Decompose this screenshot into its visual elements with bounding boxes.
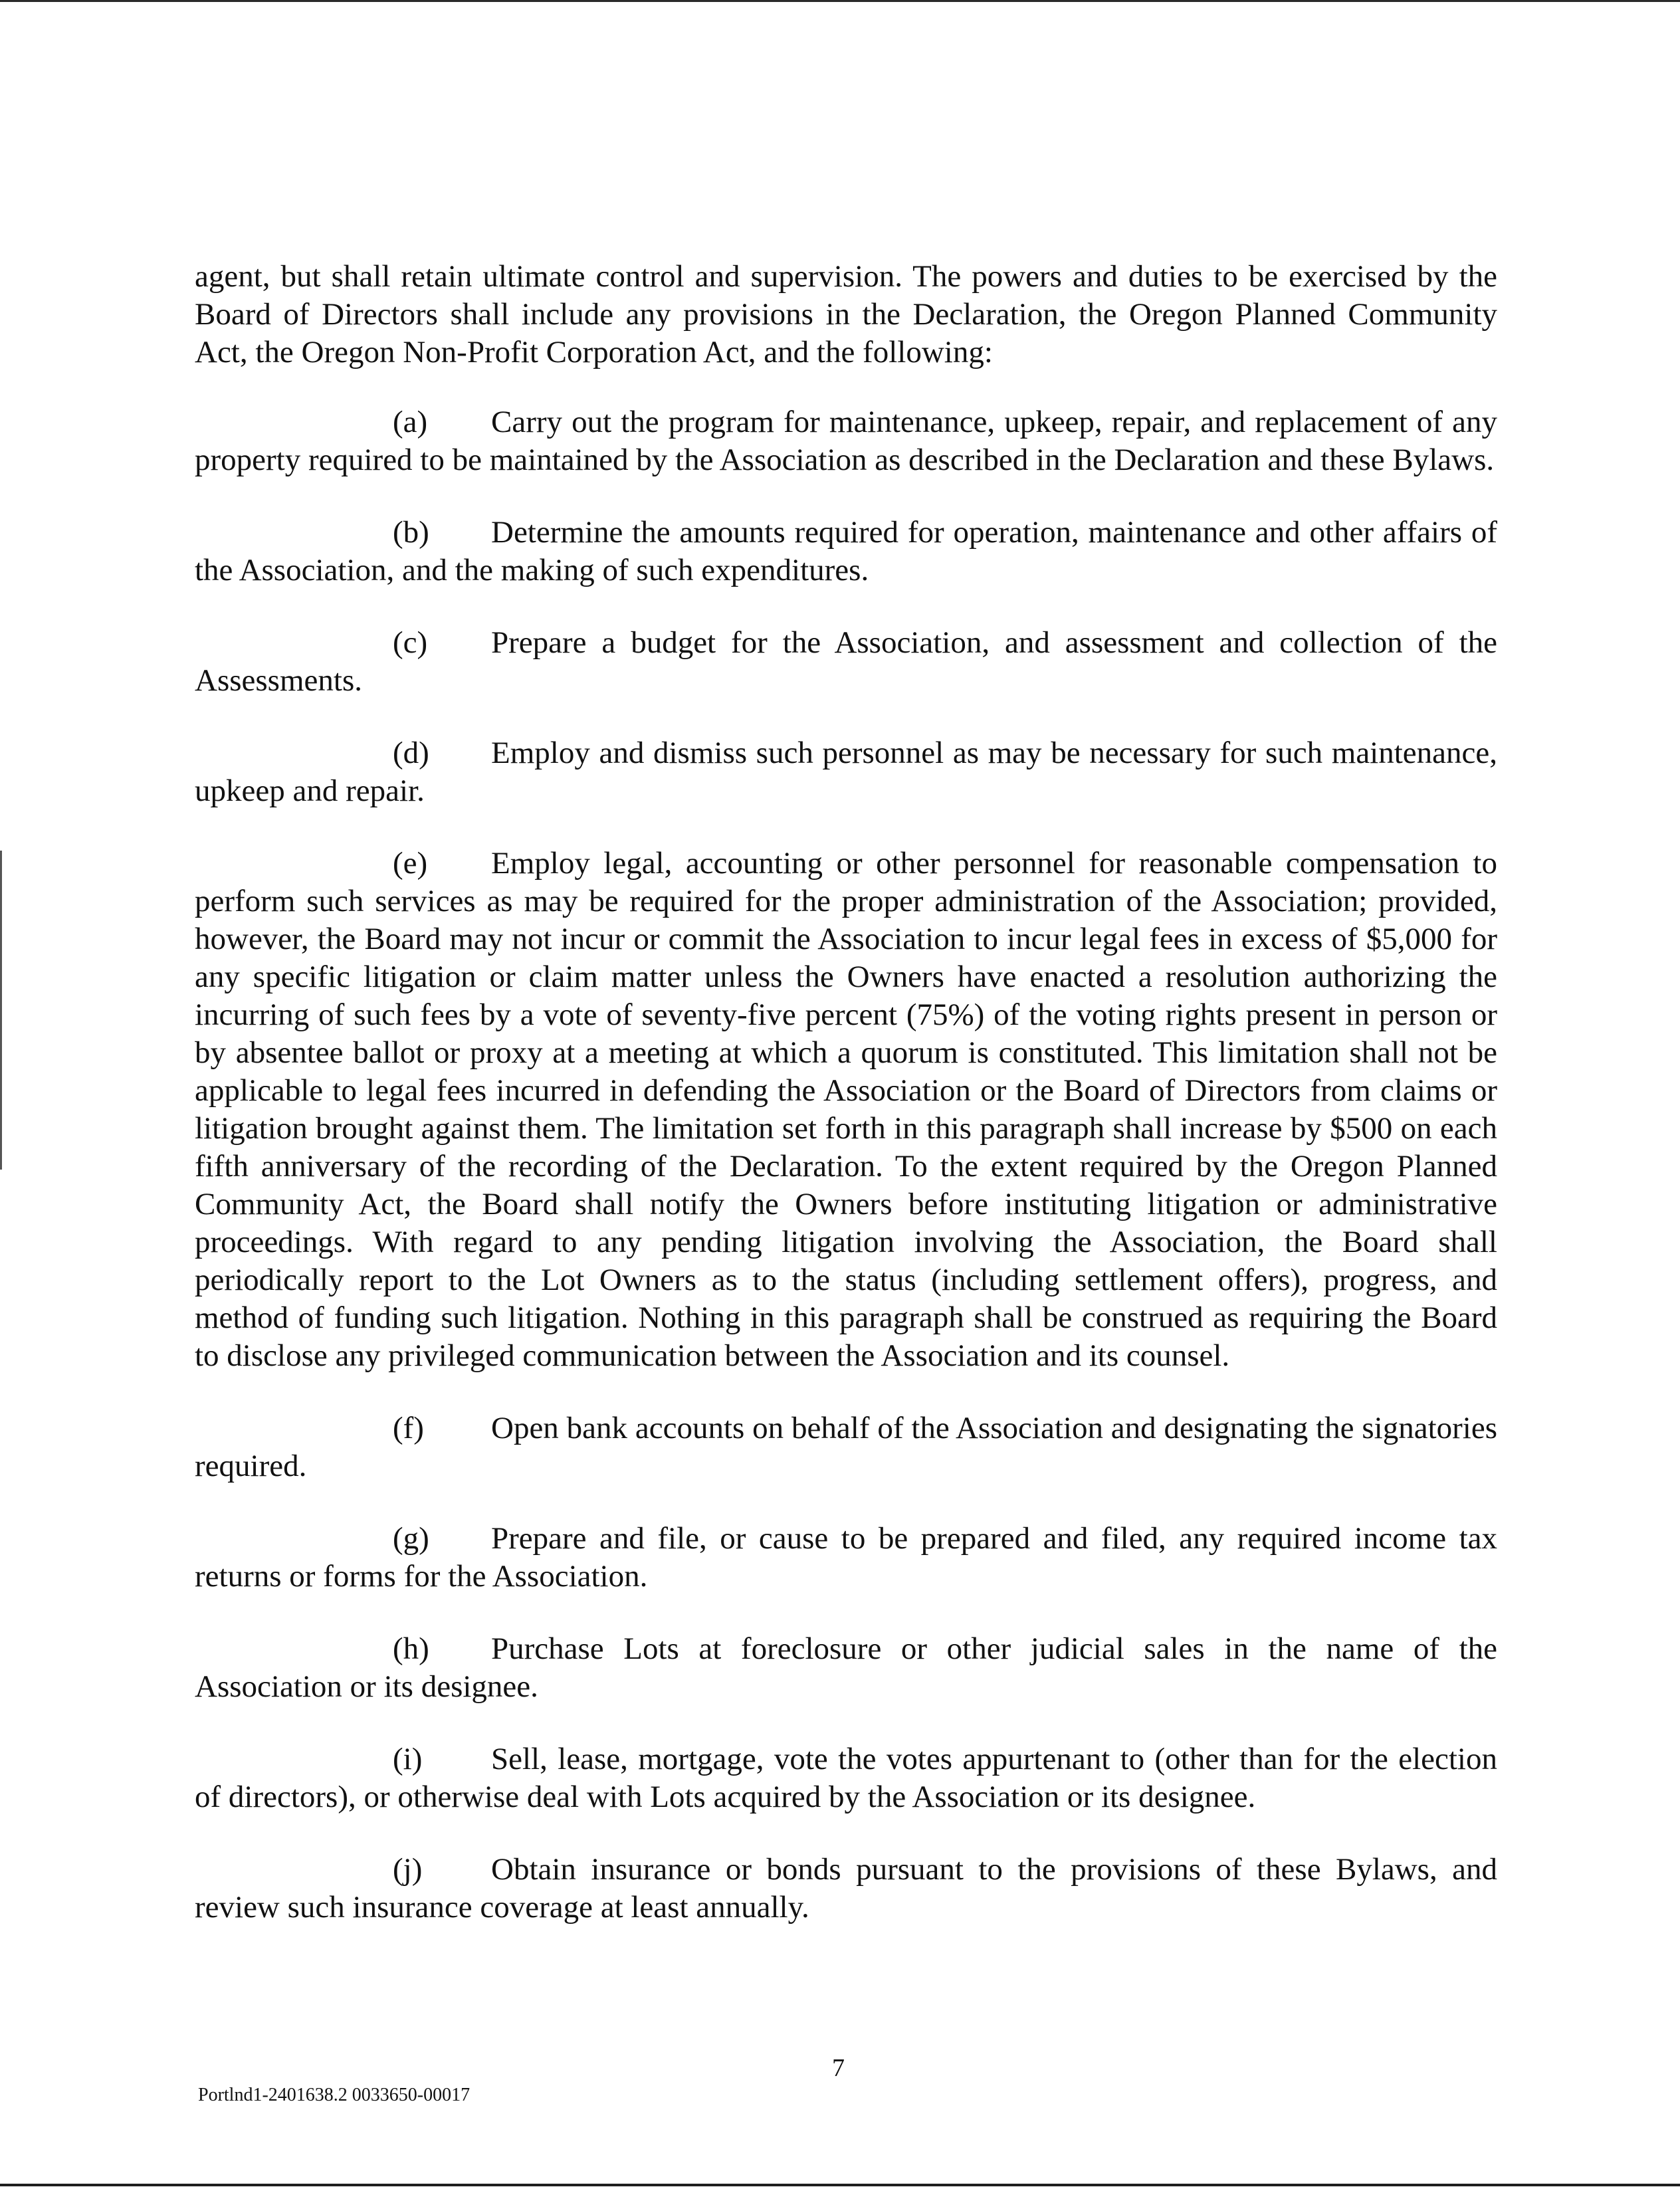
scan-border-top bbox=[0, 0, 1680, 2]
item-text: Prepare a budget for the Association, and assessment and collection of the Assessments. bbox=[195, 625, 1497, 698]
list-item-j bbox=[195, 1851, 1497, 1927]
item-text: Determine the amounts required for operation, maintenance and other affairs of the Association, and the making of such expenditures. bbox=[195, 515, 1497, 587]
item-marker: (j) bbox=[393, 1852, 423, 1887]
list-item-f bbox=[195, 1409, 1497, 1485]
scan-edge-left bbox=[0, 851, 2, 1170]
item-marker: (f) bbox=[393, 1411, 424, 1445]
item-marker: (c) bbox=[393, 625, 428, 660]
list-item-h bbox=[195, 1630, 1497, 1706]
item-text: Open bank accounts on behalf of the Association and designating the signatories required. bbox=[195, 1411, 1497, 1483]
item-text: Employ and dismiss such personnel as may be necessary for such maintenance, upkeep and repair. bbox=[195, 736, 1497, 808]
item-text: Obtain insurance or bonds pursuant to the provisions of these Bylaws, and review such insurance coverage at least annually. bbox=[195, 1852, 1497, 1925]
list-item-g bbox=[195, 1520, 1497, 1596]
item-marker: (h) bbox=[393, 1631, 429, 1666]
item-marker: (d) bbox=[393, 736, 429, 770]
item-marker: (b) bbox=[393, 515, 429, 550]
list-item-a bbox=[195, 403, 1497, 479]
item-marker: (i) bbox=[393, 1742, 423, 1776]
item-text: Carry out the program for maintenance, upkeep, repair, and replacement of any property required to be maintained by the Association as described in the Declaration and these Bylaws. bbox=[195, 405, 1497, 477]
item-text: Purchase Lots at foreclosure or other judicial sales in the name of the Association or its designee. bbox=[195, 1631, 1497, 1704]
scan-border-bottom bbox=[0, 2184, 1680, 2186]
item-text: Employ legal, accounting or other personnel for reasonable compensation to perform such services as may be required for the proper administration of the Association; provided, however, the Board may not incur or commit the Association to incur legal fees in excess of $5,000 for any specific litigation or claim matter unless the Owners have enacted a resolution authorizing the incurring of such fees by a vote of seventy-five percent (75%) of the voting rights present in person or by absentee ballot or proxy at a meeting at which a quorum is constituted. This limitation shall not be applicable to legal fees incurred in defending the Association or the Board of Directors from claims or litigation brought against them. The limitation set forth in this paragraph shall increase by $500 on each fifth anniversary of the recording of the Declaration. To the extent required by the Oregon Planned Community Act, the Board shall notify the Owners before instituting litigation or administrative proceedings. With regard to any pending litigation involving the Association, the Board shall periodically report to the Lot Owners as to the status (including settlement offers), progress, and method of funding such litigation. Nothing in this paragraph shall be construed as requiring the Board to disclose any privileged communication between the Association and its counsel. bbox=[195, 846, 1497, 1373]
item-marker: (g) bbox=[393, 1521, 429, 1556]
list-item-i bbox=[195, 1740, 1497, 1816]
page-body bbox=[195, 258, 1497, 1961]
list-item-e bbox=[195, 845, 1497, 1375]
list-item-d bbox=[195, 734, 1497, 810]
document-id: Portlnd1-2401638.2 0033650-00017 bbox=[198, 2085, 471, 2105]
item-text: Prepare and file, or cause to be prepared and filed, any required income tax returns or forms for the Association. bbox=[195, 1521, 1497, 1594]
page-number: 7 bbox=[832, 2054, 845, 2082]
intro-paragraph: agent, but shall retain ultimate control and supervision. The powers and duties to be exercised by the Board of Directors shall include any provisions in the Declaration, the Oregon Planned Community Act, the Oregon Non-Profit Corporation Act, and the following: bbox=[195, 259, 1497, 369]
item-marker: (a) bbox=[393, 405, 428, 439]
item-marker: (e) bbox=[393, 846, 428, 881]
item-text: Sell, lease, mortgage, vote the votes appurtenant to (other than for the election of directors), or otherwise deal with Lots acquired by the Association or its designee. bbox=[195, 1742, 1497, 1814]
list-item-c bbox=[195, 624, 1497, 700]
list-item-b bbox=[195, 514, 1497, 589]
